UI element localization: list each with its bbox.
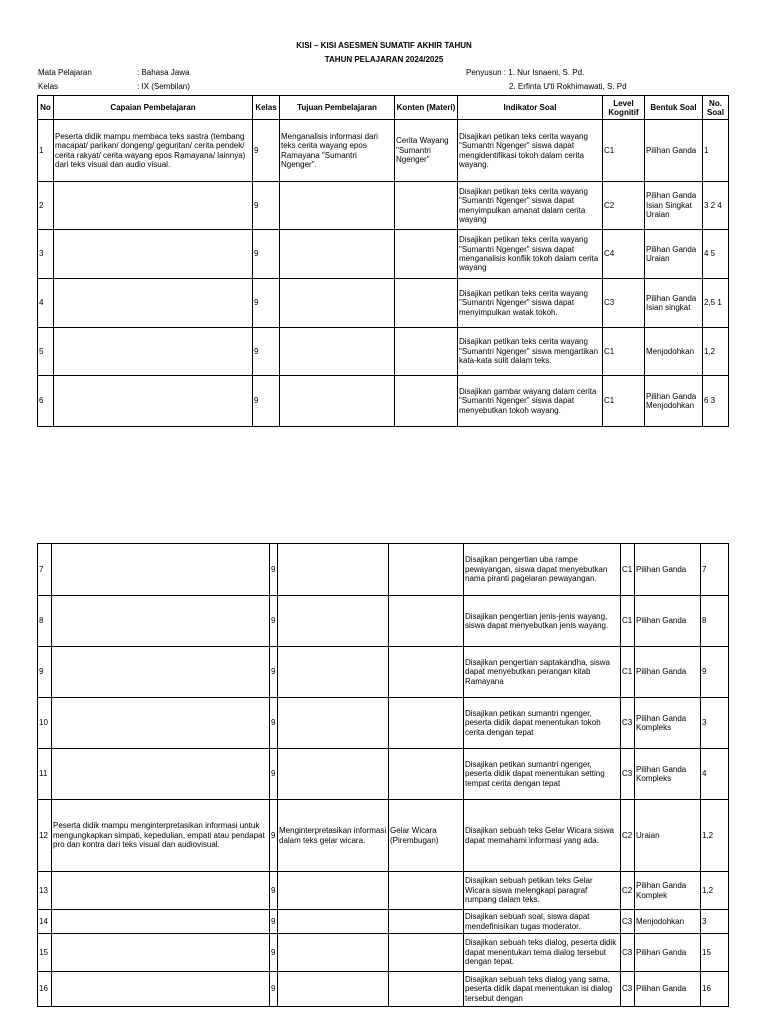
- cell-capaian: [52, 596, 270, 647]
- cell-kelas: 9: [253, 376, 280, 427]
- col-bentuk: Bentuk Soal: [645, 96, 703, 120]
- cell-konten: [395, 230, 458, 279]
- cell-konten: Cerita Wayang "Sumantri Ngenger": [395, 120, 458, 182]
- cell-konten: [389, 972, 464, 1007]
- cell-indikator: Disajikan sebuah teks Gelar Wicara siswa dapat memahami informasi yang ada.: [464, 800, 621, 872]
- cell-capaian: [52, 647, 270, 698]
- cell-bentuk: Pilihan Ganda: [635, 972, 701, 1007]
- cell-tujuan: Menganalisis informasi dari teks cerita wayang epos Ramayana "Sumantri Ngenger".: [280, 120, 395, 182]
- cell-capaian: [52, 972, 270, 1007]
- cell-no: 16: [38, 972, 52, 1007]
- cell-bentuk: Pilihan Ganda Menjodohkan: [645, 376, 703, 427]
- table-row: [38, 972, 729, 1007]
- table-header-row: [38, 96, 729, 120]
- cell-no: 1: [38, 120, 54, 182]
- cell-no: 4: [38, 279, 54, 328]
- cell-level: C1: [621, 544, 635, 596]
- cell-capaian: [52, 872, 270, 910]
- cell-no: 15: [38, 934, 52, 972]
- cell-level: C4: [603, 230, 645, 279]
- cell-konten: [389, 596, 464, 647]
- cell-kelas: 9: [270, 972, 278, 1007]
- cell-konten: [395, 279, 458, 328]
- cell-konten: [389, 647, 464, 698]
- cell-tujuan: [280, 230, 395, 279]
- col-no: No: [38, 96, 54, 120]
- cell-indikator: Disajikan petikan teks cerita wayang "Sumantri Ngenger" siswa dapat menganalisis konflik tokoh dalam cerita wayang: [458, 230, 603, 279]
- cell-indikator: Disajikan petikan sumantri ngenger, peserta didik dapat menentukan tokoh cerita dengan tepat: [464, 698, 621, 749]
- cell-capaian: [52, 934, 270, 972]
- cell-no: 11: [38, 749, 52, 800]
- cell-kelas: 9: [270, 800, 278, 872]
- cell-bentuk: Pilihan Ganda Uraian: [645, 230, 703, 279]
- subject-label: Mata Pelajaran: [38, 68, 92, 77]
- cell-bentuk: Pilihan Ganda: [635, 934, 701, 972]
- cell-level: C3: [621, 698, 635, 749]
- subject-value: : Bahasa Jawa: [137, 68, 190, 77]
- cell-indikator: Disajikan petikan teks cerita wayang "Sumantri Ngenger" siswa mengartikan kata-kata sulit dalam teks.: [458, 328, 603, 376]
- cell-bentuk: Uraian: [635, 800, 701, 872]
- cell-nosoal: 3: [701, 698, 729, 749]
- cell-no: 10: [38, 698, 52, 749]
- kisi-table-page-2: [37, 543, 729, 1007]
- table-row: [38, 230, 729, 279]
- cell-nosoal: 8: [701, 596, 729, 647]
- cell-nosoal: 3 2 4: [703, 182, 729, 230]
- cell-tujuan: [278, 910, 389, 934]
- cell-nosoal: 6 3: [703, 376, 729, 427]
- cell-kelas: 9: [253, 328, 280, 376]
- table-row: [38, 376, 729, 427]
- cell-tujuan: [278, 544, 389, 596]
- table-row: [38, 328, 729, 376]
- cell-indikator: Disajikan sebuah petikan teks Gelar Wicara siswa melengkapi paragraf rumpang dalam teks.: [464, 872, 621, 910]
- cell-bentuk: Pilihan Ganda: [635, 544, 701, 596]
- cell-kelas: 9: [270, 910, 278, 934]
- class-value: : IX (Sembilan): [137, 82, 190, 91]
- cell-bentuk: Pilihan Ganda: [635, 647, 701, 698]
- cell-nosoal: 1: [703, 120, 729, 182]
- cell-kelas: 9: [270, 872, 278, 910]
- cell-capaian: Peserta didik mampu menginterpretasikan informasi untuk mengungkapkan simpati, kepedulian, empati atau pendapat pro dan kontra dari teks visual dan audiovisual.: [52, 800, 270, 872]
- cell-level: C1: [621, 647, 635, 698]
- cell-tujuan: [280, 328, 395, 376]
- cell-tujuan: [280, 279, 395, 328]
- cell-indikator: Disajikan sebuah teks dialog, peserta didik dapat menentukan tema dialog tersebut dengan tepat.: [464, 934, 621, 972]
- cell-bentuk: Pilihan Ganda Isian singkat: [645, 279, 703, 328]
- cell-capaian: [54, 182, 253, 230]
- cell-no: 5: [38, 328, 54, 376]
- table-row: [38, 698, 729, 749]
- table-row: [38, 120, 729, 182]
- cell-no: 8: [38, 596, 52, 647]
- col-kelas: Kelas: [253, 96, 280, 120]
- cell-level: C3: [621, 749, 635, 800]
- cell-konten: [389, 934, 464, 972]
- kisi-table-page-1: [37, 95, 729, 427]
- cell-level: C2: [603, 182, 645, 230]
- cell-tujuan: Menginterpretasikan informasi dalam teks gelar wicara.: [278, 800, 389, 872]
- cell-tujuan: [280, 376, 395, 427]
- cell-tujuan: [278, 647, 389, 698]
- cell-nosoal: 4 5: [703, 230, 729, 279]
- col-level: Level Kognitif: [603, 96, 645, 120]
- cell-konten: [389, 749, 464, 800]
- cell-indikator: Disajikan pengertian uba rampe pewayangan, siswa dapat menyebutkan nama piranti pagelaran pewayangan.: [464, 544, 621, 596]
- cell-konten: Gelar Wicara (Pirembugan): [389, 800, 464, 872]
- cell-indikator: Disajikan petikan teks cerita wayang "Sumantri Ngenger" siswa dapat menyimpulkan amanat dalam cerita wayang: [458, 182, 603, 230]
- table-row: [38, 749, 729, 800]
- cell-level: C1: [603, 376, 645, 427]
- cell-konten: [395, 376, 458, 427]
- col-capaian: Capaian Pembelajaran: [54, 96, 253, 120]
- cell-nosoal: 16: [701, 972, 729, 1007]
- cell-konten: [389, 910, 464, 934]
- cell-nosoal: 15: [701, 934, 729, 972]
- col-konten: Konten (Materi): [395, 96, 458, 120]
- cell-tujuan: [280, 182, 395, 230]
- cell-indikator: Disajikan pengertian jenis-jenis wayang, siswa dapat menyebutkan jenis wayang.: [464, 596, 621, 647]
- cell-level: C2: [621, 800, 635, 872]
- cell-kelas: 9: [270, 544, 278, 596]
- cell-nosoal: 2,5 1: [703, 279, 729, 328]
- table-row: [38, 934, 729, 972]
- cell-indikator: Disajikan pengertian saptakandha, siswa dapat menyebutkan perangan kitab Ramayana: [464, 647, 621, 698]
- document-title: KISI – KISI ASESMEN SUMATIF AKHIR TAHUN: [296, 41, 472, 50]
- cell-capaian: [52, 749, 270, 800]
- cell-level: C3: [621, 910, 635, 934]
- cell-nosoal: 1,2: [703, 328, 729, 376]
- cell-indikator: Disajikan sebuah teks dialog yang sama, peserta didik dapat menentukan isi dialog tersebut dengan: [464, 972, 621, 1007]
- cell-bentuk: Pilihan Ganda Isian Singkat Uraian: [645, 182, 703, 230]
- cell-indikator: Disajikan gambar wayang dalam cerita "Sumantri Ngenger" siswa dapat menyebutkan tokoh wayang.: [458, 376, 603, 427]
- cell-nosoal: 9: [701, 647, 729, 698]
- cell-capaian: [52, 698, 270, 749]
- cell-bentuk: Menjodohkan: [635, 910, 701, 934]
- cell-tujuan: [278, 934, 389, 972]
- cell-tujuan: [278, 596, 389, 647]
- cell-nosoal: 4: [701, 749, 729, 800]
- cell-nosoal: 3: [701, 910, 729, 934]
- cell-nosoal: 1,2: [701, 872, 729, 910]
- cell-no: 2: [38, 182, 54, 230]
- cell-bentuk: Pilihan Ganda: [635, 596, 701, 647]
- cell-level: C1: [603, 328, 645, 376]
- cell-kelas: 9: [270, 749, 278, 800]
- cell-tujuan: [278, 698, 389, 749]
- table-row: [38, 872, 729, 910]
- cell-konten: [395, 182, 458, 230]
- cell-capaian: [54, 376, 253, 427]
- cell-nosoal: 7: [701, 544, 729, 596]
- cell-kelas: 9: [253, 230, 280, 279]
- table-row: [38, 647, 729, 698]
- cell-level: C2: [621, 872, 635, 910]
- cell-kelas: 9: [270, 596, 278, 647]
- cell-level: C1: [603, 120, 645, 182]
- cell-no: 9: [38, 647, 52, 698]
- cell-konten: [389, 698, 464, 749]
- cell-konten: [389, 544, 464, 596]
- cell-kelas: 9: [253, 182, 280, 230]
- table-row: [38, 800, 729, 872]
- cell-no: 12: [38, 800, 52, 872]
- cell-kelas: 9: [253, 120, 280, 182]
- cell-no: 6: [38, 376, 54, 427]
- col-indikator: Indikator Soal: [458, 96, 603, 120]
- cell-kelas: 9: [270, 934, 278, 972]
- cell-indikator: Disajikan petikan sumantri ngenger, peserta didik dapat menentukan setting tempat cerita dengan tepat: [464, 749, 621, 800]
- cell-no: 13: [38, 872, 52, 910]
- table-row: [38, 910, 729, 934]
- table-row: [38, 596, 729, 647]
- table-row: [38, 182, 729, 230]
- cell-level: C3: [621, 934, 635, 972]
- cell-konten: [389, 872, 464, 910]
- cell-bentuk: Pilihan Ganda Komplek: [635, 872, 701, 910]
- cell-capaian: [54, 230, 253, 279]
- cell-no: 14: [38, 910, 52, 934]
- cell-indikator: Disajikan sebuah soal, siswa dapat mendefinisikan tugas moderator.: [464, 910, 621, 934]
- cell-kelas: 9: [270, 698, 278, 749]
- table-row: [38, 279, 729, 328]
- cell-bentuk: Pilihan Ganda Kompleks: [635, 698, 701, 749]
- cell-level: C1: [621, 596, 635, 647]
- cell-capaian: Peserta didik mampu membaca teks sastra (tembang macapat/ parikan/ dongeng/ geguritan/ cerita pendek/ cerita rakyat/ cerita wayang epos Ramayana/ lainnya) dari teks visual dan audio visual.: [54, 120, 253, 182]
- cell-capaian: [54, 328, 253, 376]
- cell-bentuk: Pilihan Ganda: [645, 120, 703, 182]
- cell-indikator: Disajikan petikan teks cerita wayang "Sumantri Ngenger" siswa dapat menyimpulkan watak tokoh.: [458, 279, 603, 328]
- author-line-2: 2. Erfinta U'ti Rokhimawati, S. Pd: [509, 82, 627, 91]
- cell-level: C3: [621, 972, 635, 1007]
- cell-tujuan: [278, 749, 389, 800]
- cell-nosoal: 1,2: [701, 800, 729, 872]
- cell-capaian: [52, 910, 270, 934]
- cell-indikator: Disajikan petikan teks cerita wayang "Sumantri Ngenger" siswa dapat mengidentifikasi tokoh dalam cerita wayang.: [458, 120, 603, 182]
- cell-kelas: 9: [253, 279, 280, 328]
- cell-bentuk: Menjodohkan: [645, 328, 703, 376]
- cell-tujuan: [278, 972, 389, 1007]
- author-line-1: Penyusun : 1. Nur Isnaeni, S. Pd.: [466, 68, 585, 77]
- class-label: Kelas: [38, 82, 59, 91]
- cell-no: 7: [38, 544, 52, 596]
- col-tujuan: Tujuan Pembelajaran: [280, 96, 395, 120]
- cell-level: C3: [603, 279, 645, 328]
- table-row: [38, 544, 729, 596]
- col-nosoal: No. Soal: [703, 96, 729, 120]
- cell-no: 3: [38, 230, 54, 279]
- cell-konten: [395, 328, 458, 376]
- document-subtitle: TAHUN PELAJARAN 2024/2025: [324, 55, 444, 64]
- cell-capaian: [54, 279, 253, 328]
- cell-bentuk: Pilihan Ganda Kompleks: [635, 749, 701, 800]
- cell-tujuan: [278, 872, 389, 910]
- cell-capaian: [52, 544, 270, 596]
- cell-kelas: 9: [270, 647, 278, 698]
